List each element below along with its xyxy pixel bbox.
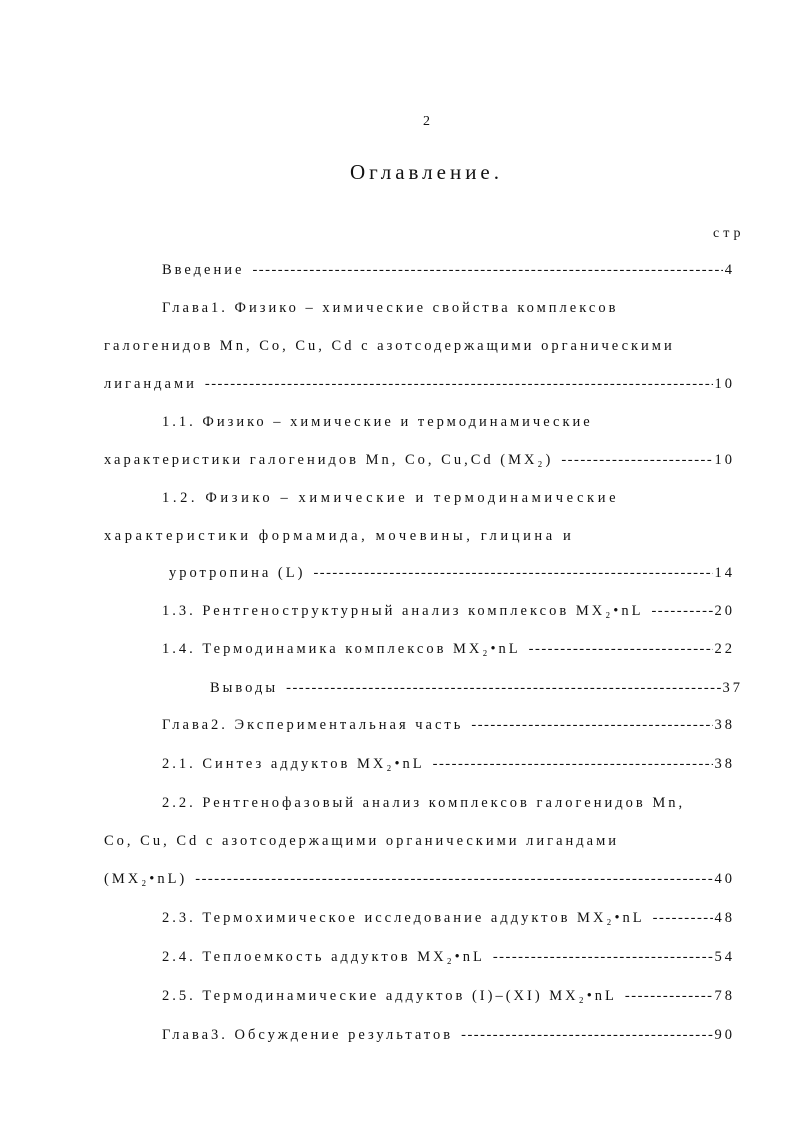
toc-chapter3	[162, 1027, 735, 1044]
toc-section-2-3	[162, 910, 735, 927]
toc-section-1-1-line2	[104, 452, 735, 469]
toc-entry-page: 48	[714, 910, 735, 926]
toc-section-1-3	[162, 603, 735, 620]
dot-leader	[461, 1027, 712, 1044]
toc-entry-page: 40	[714, 871, 735, 887]
toc-section-2-5	[162, 988, 735, 1005]
toc-entry-text: 1.3. Рентгеноструктурный анализ комплексов MX₂•nL	[162, 603, 644, 619]
dot-leader	[493, 949, 713, 966]
toc-entry-page: 54	[714, 949, 735, 965]
toc-section-1-2-line3	[169, 565, 735, 582]
toc-entry-intro	[162, 262, 735, 279]
toc-entry-text: лигандами	[104, 376, 197, 392]
dot-leader	[651, 603, 712, 620]
toc-entry-text: Введение	[162, 262, 245, 278]
toc-entry-page: 37	[722, 680, 743, 696]
toc-entry-page: 20	[714, 603, 735, 619]
toc-entry-page: 14	[714, 565, 735, 581]
toc-entry-conclusions	[210, 680, 743, 697]
dot-leader	[205, 376, 713, 393]
page-column-label: стр	[713, 226, 745, 241]
dot-leader	[471, 717, 712, 734]
toc-entry-page: 10	[714, 376, 735, 392]
toc-section-2-2-line2: Co, Cu, Cd с азотсодержащими органическими лигандами	[104, 833, 620, 849]
toc-entry-text: 2.1. Синтез аддуктов MX₂•nL	[162, 756, 425, 772]
dot-leader	[561, 452, 712, 469]
toc-entry-page: 90	[714, 1027, 735, 1043]
toc-section-2-2-line1: 2.2. Рентгенофазовый анализ комплексов галогенидов Mn,	[162, 795, 686, 811]
toc-entry-text: (MX₂•nL)	[104, 871, 188, 887]
page-title: Оглавление.	[350, 160, 503, 184]
toc-section-2-4	[162, 949, 735, 966]
toc-section-2-1	[162, 756, 735, 773]
toc-section-1-2-line1: 1.2. Физико – химические и термодинамические	[162, 490, 620, 506]
toc-chapter1-line3	[104, 376, 735, 393]
toc-entry-text: 2.5. Термодинамические аддуктов (I)–(XI) MX₂•nL	[162, 988, 617, 1004]
toc-section-1-2-line2: характеристики формамида, мочевины, глицина и	[104, 528, 575, 544]
toc-section-1-4	[162, 641, 735, 658]
dot-leader	[653, 910, 713, 927]
toc-entry-page: 78	[714, 988, 735, 1004]
dot-leader	[286, 680, 720, 697]
toc-entry-page: 38	[714, 717, 735, 733]
toc-chapter2	[162, 717, 735, 734]
toc-entry-text: характеристики галогенидов Mn, Co, Cu,Cd (MX₂)	[104, 452, 554, 468]
dot-leader	[195, 871, 712, 888]
toc-entry-text: Выводы	[210, 680, 279, 696]
toc-entry-page: 4	[724, 262, 735, 278]
dot-leader	[625, 988, 713, 1005]
page-number: 2	[423, 114, 430, 129]
toc-entry-text: 2.3. Термохимическое исследование аддуктов MX₂•nL	[162, 910, 645, 926]
toc-chapter1-line1: Глава1. Физико – химические свойства комплексов	[162, 300, 619, 316]
toc-entry-text: Глава2. Экспериментальная часть	[162, 717, 464, 733]
toc-entry-page: 22	[714, 641, 735, 657]
toc-section-2-2-line3	[104, 871, 735, 888]
toc-entry-text: 2.4. Теплоемкость аддуктов MX₂•nL	[162, 949, 485, 965]
toc-chapter1-line2: галогенидов Mn, Co, Cu, Cd с азотсодержащими органическими	[104, 338, 675, 354]
toc-section-1-1-line1: 1.1. Физико – химические и термодинамические	[162, 414, 593, 430]
dot-leader	[313, 565, 712, 582]
toc-entry-page: 38	[714, 756, 735, 772]
toc-entry-text: уротропина (L)	[169, 565, 306, 581]
dot-leader	[433, 756, 713, 773]
toc-entry-text: 1.4. Термодинамика комплексов MX₂•nL	[162, 641, 521, 657]
toc-entry-page: 10	[714, 452, 735, 468]
toc-entry-text: Глава3. Обсуждение результатов	[162, 1027, 454, 1043]
dot-leader	[529, 641, 713, 658]
dot-leader	[252, 262, 722, 279]
